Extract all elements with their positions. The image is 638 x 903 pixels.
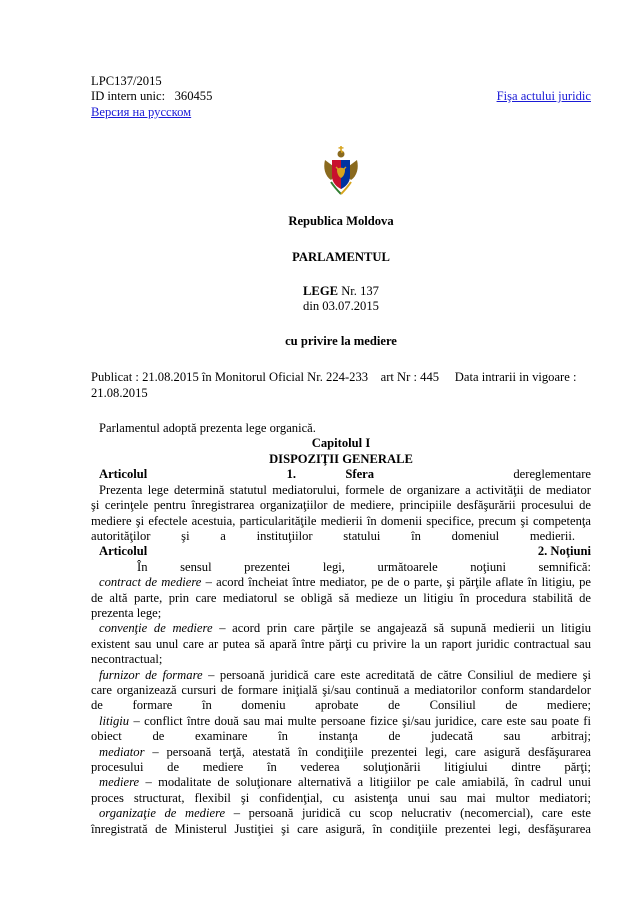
article-title: 1. Sfera bbox=[286, 467, 375, 482]
law-code: LPC137/2015 bbox=[91, 74, 162, 88]
definition-line bbox=[91, 745, 591, 760]
article-title-word: de bbox=[513, 467, 526, 482]
definition-term: organizaţie de mediere bbox=[99, 806, 226, 821]
definition-text: existent sau unul care ar putea să apară între părţi cu privire la un raport juridic contractual sau bbox=[91, 636, 591, 651]
definition-term: mediator bbox=[99, 744, 145, 759]
intro-paragraph: Parlamentul adoptă prezenta lege organică. bbox=[99, 421, 316, 436]
internal-id-label: ID intern unic: bbox=[91, 89, 166, 104]
definition-text: – persoană juridică cu scop nelucrativ (necomercial), care este bbox=[233, 806, 591, 821]
definition-term: litigiu bbox=[99, 713, 130, 728]
article-1-heading bbox=[91, 467, 591, 482]
article-label: Articolul bbox=[99, 467, 148, 482]
definition-text: – modalitate de soluţionare alternativă a litigiilor pe cale amiabilă, în cadrul unui bbox=[145, 775, 592, 790]
article-1-line: autorităţilor şi a instituţiilor statului în domeniul medierii. bbox=[91, 528, 575, 543]
chapter-number: Capitolul I bbox=[311, 436, 371, 451]
definition-text: – acord încheiat între mediator, pe de o parte, şi părţile aflate în litigiu, pe bbox=[205, 575, 591, 590]
definition-term: furnizor de formare bbox=[99, 667, 203, 682]
definition-line bbox=[91, 668, 591, 683]
publication-info bbox=[91, 370, 591, 401]
definition-text: înregistrată de Ministerul Justiţiei şi care asigură, în condiţiile prezentei legi, desfăşurarea bbox=[91, 821, 591, 836]
article-1-line: Prezenta lege determină statutul mediatorului, formele de organizare a activităţii de mediator bbox=[99, 482, 591, 497]
article-2-heading bbox=[91, 544, 591, 559]
definition-text: – persoană terţă, atestată în condiţiile prezentei legi, care asigură desfăşurarea bbox=[152, 744, 591, 759]
definition-text: procesului de mediere în vederea soluţionării litigiului dintre părţi; bbox=[91, 760, 591, 774]
definition-term: contract de mediere bbox=[99, 575, 202, 590]
definition-text: de altă parte, prin care mediatorul se obligă să medieze un litigiu în procedura stabilită de bbox=[91, 590, 591, 605]
publication-line-1: Publicat : 21.08.2015 în Monitorul Oficial Nr. 224-233 art Nr : 445 Data intrarii in vigoare : bbox=[91, 370, 577, 385]
article-2-intro: În sensul prezentei legi, următoarele noţiuni semnifică: bbox=[137, 559, 591, 574]
definition-line bbox=[91, 698, 591, 713]
definition-line bbox=[91, 637, 591, 652]
moldova-coat-of-arms-icon bbox=[321, 146, 361, 196]
definition-line bbox=[91, 760, 591, 775]
document-page bbox=[91, 74, 591, 837]
internal-id bbox=[91, 89, 212, 104]
definition-text: de formare în domeniu aprobate de Consiliul de mediere; bbox=[91, 698, 591, 713]
definition-term: mediere bbox=[99, 775, 140, 790]
definition-line bbox=[91, 729, 591, 744]
definition-line bbox=[91, 714, 591, 729]
article-label: Articolul bbox=[99, 544, 148, 559]
definition-text: care organizează cursuri de formare iniţială şi/sau continuă a mediatorilor conform standardelor bbox=[91, 682, 591, 697]
definition-line bbox=[91, 806, 591, 821]
definition-term: convenţie de mediere bbox=[99, 621, 213, 636]
definition-text: – conflict între două sau mai multe persoane fizice şi/sau juridice, care este sau poate fi bbox=[133, 713, 591, 728]
article-1-line: şi cerinţele pentru înregistrarea organizaţiilor de mediere, principiile desfăşurării procesului de bbox=[91, 498, 591, 513]
article-title: 2. Noţiuni bbox=[537, 544, 591, 559]
law-number: Nr. 137 bbox=[341, 284, 379, 299]
definition-line bbox=[91, 791, 591, 806]
definition-text: – persoană juridică care este acreditată de către Consiliul de mediere şi bbox=[208, 667, 591, 682]
definition-text: – acord prin care părţile se angajează să supună medierii un litigiu bbox=[219, 621, 592, 636]
definition-line bbox=[91, 822, 591, 837]
law-heading bbox=[91, 284, 591, 299]
definition-line bbox=[91, 591, 591, 606]
country-name: Republica Moldova bbox=[288, 214, 394, 229]
definition-text: necontractual; bbox=[91, 652, 163, 667]
legal-act-sheet-link[interactable]: Fişa actului juridic bbox=[496, 89, 591, 104]
institution-name: PARLAMENTUL bbox=[292, 249, 390, 264]
law-subject: cu privire la mediere bbox=[285, 333, 397, 348]
article-1-line: mediere şi efectele acestuia, particularităţile medierii în domenii specifice, precum şi competenţa bbox=[91, 513, 591, 528]
chapter-title: DISPOZIŢII GENERALE bbox=[269, 451, 413, 466]
russian-version-link[interactable]: Версия на русском bbox=[91, 104, 192, 119]
law-date: din 03.07.2015 bbox=[303, 299, 379, 314]
definition-line bbox=[91, 683, 591, 698]
definition-line bbox=[91, 621, 591, 636]
id-row bbox=[91, 89, 591, 104]
definition-line bbox=[91, 775, 591, 790]
article-title-word: reglementare bbox=[525, 467, 591, 482]
law-word: LEGE bbox=[303, 284, 339, 299]
definition-line bbox=[91, 606, 591, 621]
internal-id-value: 360455 bbox=[174, 89, 213, 104]
definitions-list bbox=[91, 575, 591, 837]
definition-text: prezenta lege; bbox=[91, 605, 162, 620]
definition-line bbox=[91, 652, 591, 667]
publication-line-2: 21.08.2015 bbox=[91, 385, 148, 400]
definition-line bbox=[91, 575, 591, 590]
definition-text: proces structurat, flexibil şi confidenţial, cu asistenţa unui sau mai multor mediatori; bbox=[91, 790, 591, 805]
definition-text: obiect de examinare în instanţa de judecată sau arbitraj; bbox=[91, 729, 591, 744]
